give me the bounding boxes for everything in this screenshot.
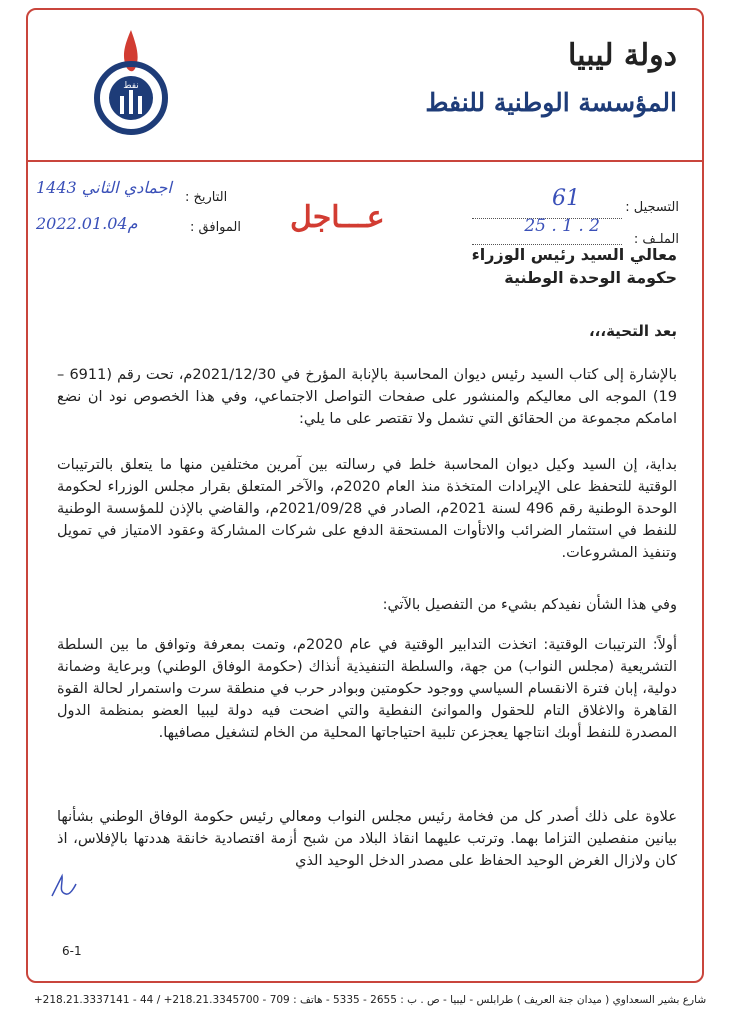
date-value: اجمادي الثاني 1443 bbox=[36, 178, 172, 197]
paragraph-first-point: أولاً: الترتيبات الوقتية: اتخذت التدابير الوقتية في عام 2020م، وتمت بمعرفة وتوافق ما بين السلطة التشريعية (مجلس النواب) من جهة، والسلطة التنفيذية أنذاك (حكومة الوفاق الوطني) وبرعاية وضمانة دولية، إبان فترة الانقسام السياسي ووجود حكومتين وبوادر حرب في منطقة سرت واستمرار لحالة القوة القاهرة والاغلاق التام للحقول والموانئ النفطية والتي اضحت فيه دولة ليبيا العضو بمنظمة الدول المصدرة للنفط أوبك انتاجها يعجزعن تلبية احتياجاتها المحلية من الخام لتشغيل مصافيها. bbox=[57, 637, 677, 741]
urgent-stamp: عـــاجل bbox=[290, 200, 385, 235]
noc-logo-icon bbox=[86, 26, 176, 136]
corresponding-label: الموافق : bbox=[190, 220, 241, 235]
paragraph-furthermore: علاوة على ذلك أصدر كل من فخامة رئيس مجلس النواب ومعالي رئيس حكومة الوفاق الوطني بشأنها بيانين منفصلين التزاما بهما. وترتب عليهما انقاذ البلاد من شبح أزمة اقتصادية خانقة هددتها بالإفلاس، اذ كان ولازال الغرض الوحيد الحفاظ على مصدر الدخل الوحيد الذي bbox=[57, 809, 677, 869]
footer-address: شارع بشير السعداوي ( ميدان جنة العريف ) طرابلس - ليبيا - ص . ب : 2655 - 5335 - هاتف : 709 - 218.21.3345700+ / 44 - 218.21.3337141+ bbox=[33, 994, 707, 1006]
addressee-line1: معالي السيد رئيس الوزراء bbox=[471, 245, 677, 264]
corresponding-value: 2022.01.04م bbox=[36, 214, 138, 233]
paragraph-beginning: بداية، إن السيد وكيل ديوان المحاسبة خلط في رسالته بين آمرين مختلفين منها ما يتعلق بالترتيبات الوقتية للتحفظ على الإيرادات المتخذة منذ العام 2020م، والآخر المتعلق بقرار مجلس الوزراء لحكومة الوحدة الوطنية رقم 496 لسنة 2021م، الصادر في 2021/09/28م، والقاضي بالإذن للمؤسسة الوطنية للنفط في استثمار الضرائب والاتأوات المستحقة الدفع على شركات المشاركة وعقود الامتياز في تمويل وتنفيذ المشروعات. bbox=[57, 457, 677, 561]
registration-label: التسجيل : bbox=[625, 200, 679, 215]
initials-signature-icon bbox=[48, 870, 80, 902]
paragraph-reference: بالإشارة إلى كتاب السيد رئيس ديوان المحاسبة بالإنابة المؤرخ في 2021/12/30م، تحت رقم (6911 – 19) الموجه الى معاليكم والمنشور على صفحات التواصل الاجتماعي، وفي هذا الخصوص نود ان نضع امامكم مجموعة من الحقائق التي تشمل ولا تقتصر على ما يلي: bbox=[57, 367, 678, 427]
state-name: دولة ليبيا bbox=[568, 38, 677, 73]
org-name: المؤسسة الوطنية للنفط bbox=[425, 88, 677, 117]
addressee-line2: حكومة الوحدة الوطنية bbox=[504, 268, 677, 287]
header-divider bbox=[28, 160, 703, 162]
file-value: 25 . 1 . 2 bbox=[524, 216, 600, 236]
registration-value: 61 bbox=[552, 186, 580, 211]
greeting: بعد التحية،،، bbox=[588, 322, 677, 340]
page-number: 6-1 bbox=[62, 944, 82, 958]
file-label: الملـف : bbox=[633, 232, 679, 247]
date-label: التاريخ : bbox=[185, 190, 228, 205]
paragraph-details-intro: وفي هذا الشأن نفيدكم بشيء من التفصيل بالآتي: bbox=[382, 597, 677, 613]
logo-text: نفط bbox=[123, 81, 139, 91]
